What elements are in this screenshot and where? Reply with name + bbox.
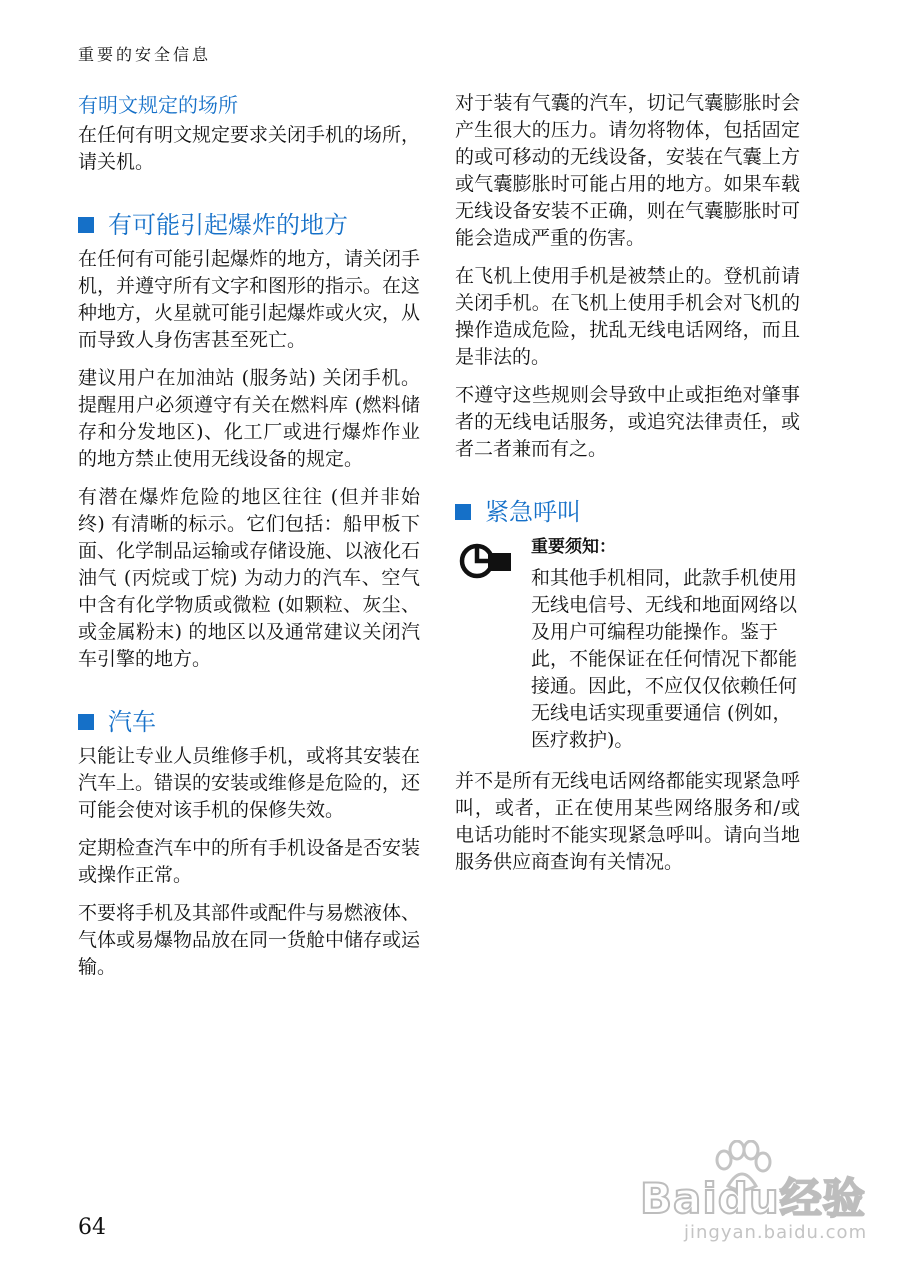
explosive-section-heading xyxy=(78,208,420,242)
emergency-section-heading xyxy=(455,495,800,529)
explosive-paragraph-2: 建议用户在加油站 (服务站) 关闭手机。提醒用户必须遵守有关在燃料库 (燃料储存和分发地区)、化工厂或进行爆炸作业的地方禁止使用无线设备的规定。 xyxy=(78,367,420,470)
vehicles-section-heading xyxy=(78,705,420,739)
vehicles-paragraph-1: 只能让专业人员维修手机，或将其安装在汽车上。错误的安装或维修是危险的，还可能会使对该手机的保修失效。 xyxy=(78,745,421,821)
explosive-paragraph-3: 有潜在爆炸危险的地区往往 (但并非始终) 有清晰的标示。它们包括：船甲板下面、化学制品运输或存储设施、以液化石油气 (丙烷或丁烷) 为动力的汽车、空气中含有化学物质或微粒 (如颗粒、灰尘、或金属粉末) 的地区以及通常建议关闭汽车引擎的地方。 xyxy=(78,486,421,670)
vehicles-paragraph-2: 定期检查汽车中的所有手机设备是否安装或操作正常。 xyxy=(78,837,421,886)
page-number: 64 xyxy=(78,1215,106,1240)
important-note-icon xyxy=(457,541,513,581)
right-column xyxy=(455,90,800,887)
explosive-paragraph-1: 在任何有可能引起爆炸的地方，请关闭手机，并遵守所有文字和图形的指示。在这种地方，火星就可能引起爆炸或火灾，从而导致人身伤害甚至死亡。 xyxy=(78,248,421,351)
emergency-section-title: 紧急呼叫 xyxy=(485,498,581,526)
section-square-icon xyxy=(78,217,94,233)
page-header: 重要的安全信息 xyxy=(78,45,212,64)
left-column xyxy=(78,90,420,992)
emergency-paragraph: 并不是所有无线电话网络都能实现紧急呼叫，或者，正在使用某些网络服务和/或电话功能时不能实现紧急呼叫。请向当地服务供应商查询有关情况。 xyxy=(455,770,800,873)
baidu-watermark xyxy=(632,1140,867,1250)
posted-facilities-heading: 有明文规定的场所 xyxy=(78,93,238,117)
important-note-text: 和其他手机相同，此款手机使用无线电信号、无线和地面网络以及用户可编程功能操作。鉴于此，不能保证在任何情况下都能接通。因此，不应仅仅依赖任何无线电话实现重要通信 (例如，医疗救护)。 xyxy=(531,567,798,751)
vehicles-section-title: 汽车 xyxy=(108,708,156,736)
watermark-url: jingyan.baidu.com xyxy=(684,1222,868,1243)
posted-facilities-text: 在任何有明文规定要求关闭手机的场所，请关机。 xyxy=(78,124,421,173)
section-square-icon xyxy=(455,504,471,520)
important-note xyxy=(455,533,800,754)
vehicles-paragraph-3: 不要将手机及其部件或配件与易燃液体、气体或易爆物品放在同一货舱中储存或运输。 xyxy=(78,902,421,978)
watermark-logo: Baidu经验 xyxy=(640,1174,866,1223)
explosive-section-title: 有可能引起爆炸的地方 xyxy=(108,211,348,239)
aircraft-paragraph: 在飞机上使用手机是被禁止的。登机前请关闭手机。在飞机上使用手机会对飞机的操作造成危险，扰乱无线电话网络，而且是非法的。 xyxy=(455,265,800,368)
violation-paragraph: 不遵守这些规则会导致中止或拒绝对肇事者的无线电话服务，或追究法律责任，或者二者兼而有之。 xyxy=(455,384,800,460)
important-note-title: 重要须知： xyxy=(531,537,616,557)
airbag-paragraph: 对于装有气囊的汽车，切记气囊膨胀时会产生很大的压力。请勿将物体，包括固定的或可移动的无线设备，安装在气囊上方或气囊膨胀时可能占用的地方。如果车载无线设备安装不正确，则在气囊膨胀时可能会造成严重的伤害。 xyxy=(455,92,800,249)
section-square-icon xyxy=(78,714,94,730)
